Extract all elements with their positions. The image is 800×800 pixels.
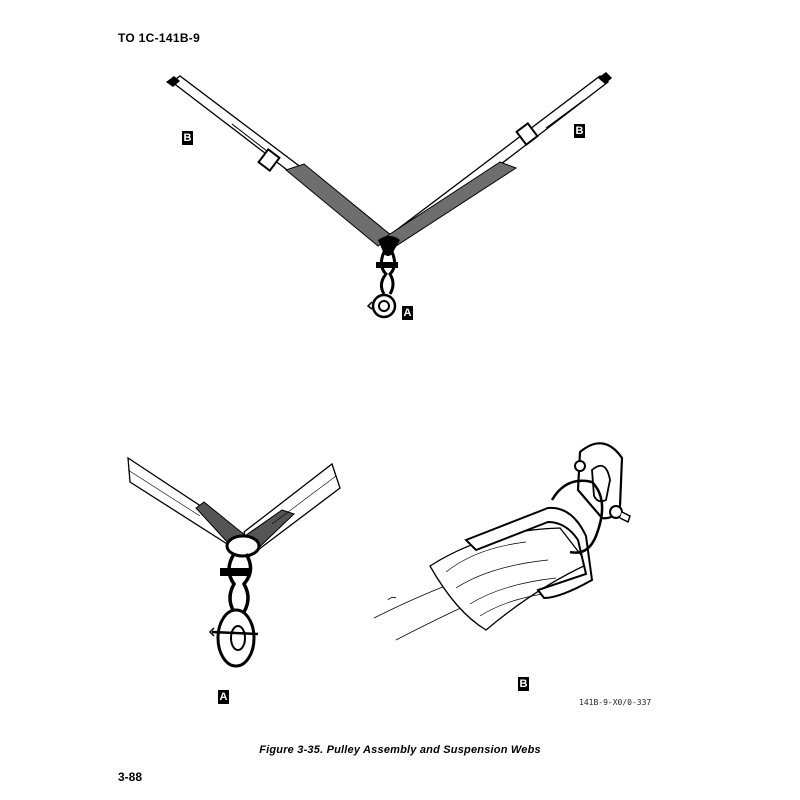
right-suspension-web — [384, 72, 612, 246]
callout-a-top: A — [403, 307, 412, 319]
left-suspension-web — [166, 76, 392, 246]
callout-a-detail: A — [219, 691, 228, 703]
document-header: TO 1C-141B-9 — [118, 31, 201, 45]
detail-a-pulley — [128, 458, 340, 666]
callout-b-right: B — [575, 125, 584, 137]
callout-b-left: B — [183, 132, 192, 144]
top-pulley-assembly — [368, 236, 400, 317]
figure-caption: Figure 3-35. Pulley Assembly and Suspension Webs — [259, 744, 541, 756]
callout-b-detail: B — [519, 678, 528, 690]
drawing-code: 141B-9-X0/0-337 — [579, 698, 652, 707]
top-suspension-assembly — [166, 72, 612, 317]
detail-b-buckle — [374, 443, 630, 640]
page-number: 3-88 — [118, 770, 143, 784]
